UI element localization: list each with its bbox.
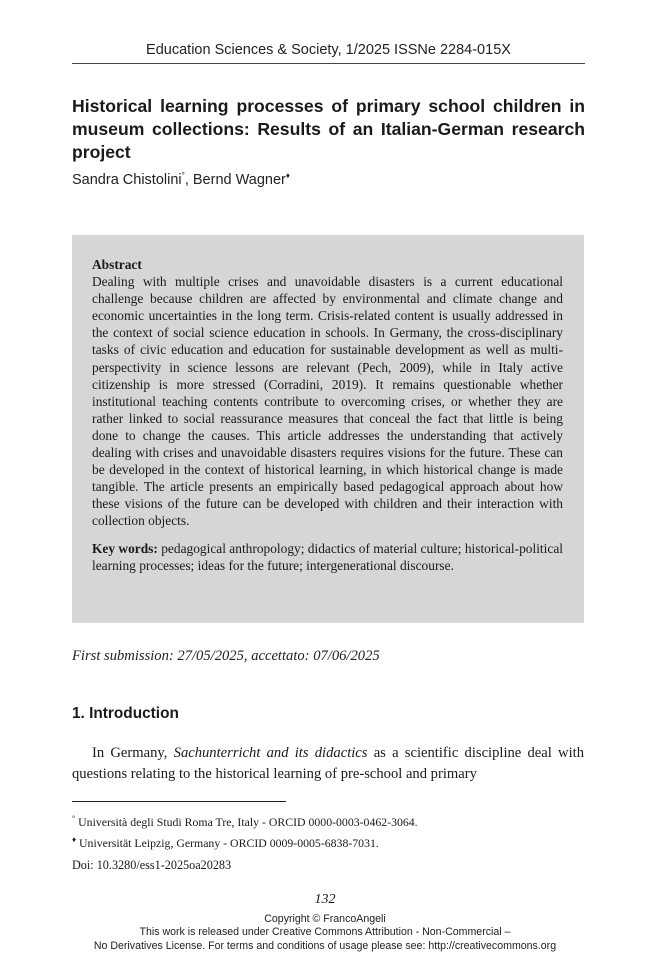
abstract-heading: Abstract (92, 257, 142, 272)
footnotes (72, 810, 585, 852)
body-text: as a scientific discipline deal with questions relating to the historical learning of pre-school and primary (72, 745, 585, 782)
author-name: Bernd Wagner (192, 171, 286, 188)
body-text: In Germany, (92, 745, 174, 761)
author-separator: , (184, 171, 193, 188)
footnote (72, 831, 585, 852)
footnote-mark: ♦ (285, 171, 290, 180)
running-head: Education Sciences & Society, 1/2025 ISSNe 2284-015X (146, 42, 511, 58)
footnote-text: Universität Leipzig, Germany - ORCID 0009-0005-6838-7031. (76, 835, 379, 850)
abstract-text: Dealing with multiple crises and unavoidable disasters is a current educational challenge because children are affected by environmental and climate change and economic uncertainties in the long term. Crisis-related content is usually addressed in the context of social science education in schools. In Germany, the cross-disciplinary tasks of civic education and education for sustainable development as well as multi-perspectivity in science lessons are relevant (Pech, 2009), while in Italy active citizenship is more stressed (Corradini, 2019). It remains questionable whether institutional teaching contents contribute to overcoming crises, or whether they are rather linked to social reassurance measures that conceal the fact that little is being done to change the causes. This article addresses the understanding that actively dealing with crises and unavoidable disasters requires visions for the future. These can be developed in the context of historical learning, in which historical change is made tangible. The article presents an empirically based pedagogical approach about how these visions of the future can be developed with children and their interaction with collection objects. (92, 274, 563, 529)
page-number: 132 (314, 892, 336, 907)
footnote-mark: ° (72, 814, 76, 823)
footnote-mark: ♦ (72, 834, 77, 844)
section-heading: 1. Introduction (72, 705, 179, 722)
footnote (72, 810, 585, 831)
keywords-text: pedagogical anthropology; didactics of material culture; historical-political learning processes; ideas for the future; intergenerational discourse. (92, 540, 563, 573)
header-divider (72, 63, 585, 64)
emphasized-text: Sachunterricht and its didactics (173, 745, 368, 761)
footnote-text: Università degli Studi Roma Tre, Italy - ORCID 0000-0003-0462-3064. (75, 814, 418, 829)
footnote-divider (72, 801, 286, 802)
author-line (72, 171, 290, 188)
keywords (92, 540, 563, 574)
body-paragraph (72, 743, 584, 785)
keywords-label: Key words: (92, 540, 158, 556)
abstract-content (92, 256, 563, 574)
abstract-box (72, 235, 584, 623)
copyright-notice (0, 913, 650, 953)
copyright-line: Copyright © FrancoAngeli (264, 913, 386, 925)
author-name: Sandra Chistolini (72, 171, 182, 188)
doi: Doi: 10.3280/ess1-2025oa20283 (72, 858, 232, 872)
footnote-mark: ° (181, 171, 185, 180)
license-line: This work is released under Creative Commons Attribution - Non-Commercial – (139, 926, 511, 939)
submission-dates: First submission: 27/05/2025, accettato: 07/06/2025 (72, 648, 380, 664)
article-title: Historical learning processes of primary school children in museum collections: Results of an Italian-German research project (72, 96, 585, 162)
license-line: No Derivatives License. For terms and conditions of usage please see: http://creativecommons.org (93, 939, 557, 952)
